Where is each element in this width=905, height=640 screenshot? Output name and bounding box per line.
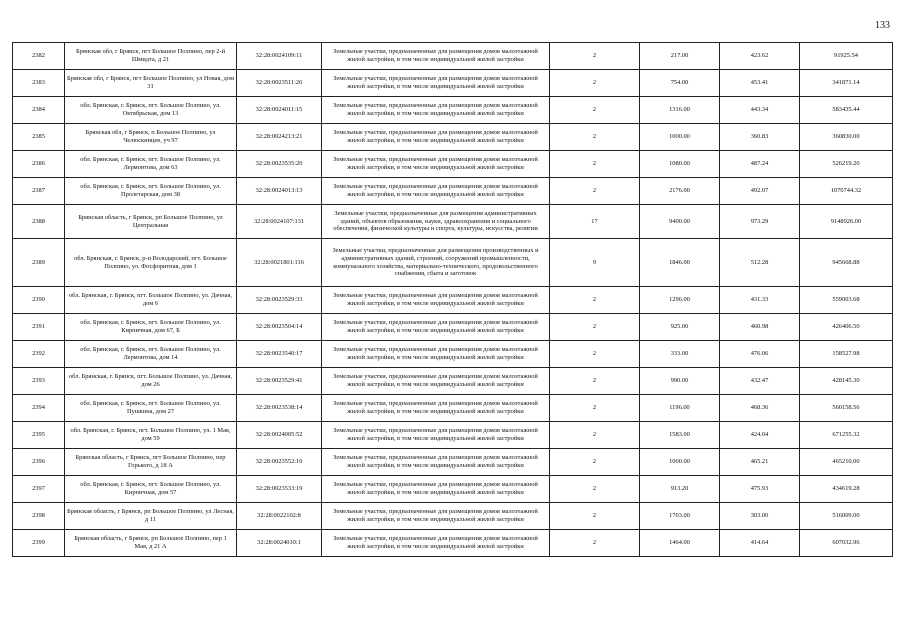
cadastral-number-cell: 32:28:0021801:116: [237, 239, 322, 287]
cadastral-value-cell: 360830.00: [800, 124, 893, 151]
area-cell: 1464.00: [640, 530, 720, 557]
land-use-cell: Земельные участки, предназначенные для размещения домов малоэтажной жилой застройки, в том числе индивидуальной жилой застройки: [322, 124, 550, 151]
cadastral-number-cell: 32:28:0023533:19: [237, 476, 322, 503]
group-code-cell: 2: [550, 70, 640, 97]
row-number: 2386: [13, 151, 65, 178]
cadastral-number-cell: 32:28:0023540:17: [237, 341, 322, 368]
cadastral-value-cell: 583435.44: [800, 97, 893, 124]
address-cell: Брянская обл, г Брянск, пгт Большое Полпино, ул Новая, дом 31: [65, 70, 237, 97]
cadastral-value-cell: 428145.30: [800, 368, 893, 395]
cadastral-number-cell: 32:28:0023535:20: [237, 151, 322, 178]
land-use-cell: Земельные участки, предназначенные для размещения домов малоэтажной жилой застройки, в том числе индивидуальной жилой застройки: [322, 151, 550, 178]
specific-value-cell: 431.33: [720, 287, 800, 314]
address-cell: Брянская обл, г Брянск, п Большое Полпино, ул Челюскинцев, уч 97: [65, 124, 237, 151]
table-row: [13, 287, 893, 314]
specific-value-cell: 512.28: [720, 239, 800, 287]
address-cell: обл. Брянская, г. Брянск, пгт. Большое Полпино, ул. Дачная, дом 6: [65, 287, 237, 314]
area-cell: 2176.00: [640, 178, 720, 205]
address-cell: обл. Брянская, г. Брянск, пгт. Большое Полпино, ул. Лермонтова, дом 14: [65, 341, 237, 368]
group-code-cell: 2: [550, 178, 640, 205]
area-cell: 217.00: [640, 43, 720, 70]
land-use-cell: Земельные участки, предназначенные для размещения домов малоэтажной жилой застройки, в том числе индивидуальной жилой застройки: [322, 287, 550, 314]
area-cell: 1583.00: [640, 422, 720, 449]
group-code-cell: 2: [550, 503, 640, 530]
cadastral-value-cell: 671255.32: [800, 422, 893, 449]
land-use-cell: Земельные участки, предназначенные для размещения административных зданий, объектов образования, науки, здравоохранения и социального обеспечения, физической культуры и спорта, культуры, искусства, религии: [322, 205, 550, 239]
cadastral-value-cell: 91925.54: [800, 43, 893, 70]
land-use-cell: Земельные участки, предназначенные для размещения домов малоэтажной жилой застройки, в том числе индивидуальной жилой застройки: [322, 395, 550, 422]
row-number: 2394: [13, 395, 65, 422]
specific-value-cell: 424.04: [720, 422, 800, 449]
area-cell: 1316.00: [640, 97, 720, 124]
address-cell: обл. Брянская, г. Брянск, пгт. Большое Полпино, ул. Пролетарская, дом 38: [65, 178, 237, 205]
area-cell: 754.00: [640, 70, 720, 97]
group-code-cell: 9: [550, 239, 640, 287]
land-registry-table: [12, 42, 893, 557]
land-use-cell: Земельные участки, предназначенные для размещения домов малоэтажной жилой застройки, в том числе индивидуальной жилой застройки: [322, 97, 550, 124]
cadastral-value-cell: 341871.14: [800, 70, 893, 97]
group-code-cell: 2: [550, 124, 640, 151]
cadastral-number-cell: 32:28:0024013:13: [237, 178, 322, 205]
cadastral-value-cell: 426406.50: [800, 314, 893, 341]
row-number: 2396: [13, 449, 65, 476]
specific-value-cell: 423.62: [720, 43, 800, 70]
row-number: 2387: [13, 178, 65, 205]
row-number: 2391: [13, 314, 65, 341]
row-number: 2385: [13, 124, 65, 151]
row-number: 2388: [13, 205, 65, 239]
cadastral-value-cell: 9148926.00: [800, 205, 893, 239]
address-cell: обл. Брянская, г. Брянск, р-н Володарский, пгт. Большое Полпино, ул. Фосфоритная, дом 1: [65, 239, 237, 287]
row-number: 2390: [13, 287, 65, 314]
area-cell: 1000.00: [640, 449, 720, 476]
cadastral-number-cell: 32:28:0024107:131: [237, 205, 322, 239]
table-row: [13, 449, 893, 476]
area-cell: 1080.00: [640, 151, 720, 178]
cadastral-value-cell: 607032.96: [800, 530, 893, 557]
group-code-cell: 17: [550, 205, 640, 239]
cadastral-value-cell: 516009.00: [800, 503, 893, 530]
land-use-cell: Земельные участки, предназначенные для размещения домов малоэтажной жилой застройки, в том числе индивидуальной жилой застройки: [322, 476, 550, 503]
row-number: 2393: [13, 368, 65, 395]
row-number: 2389: [13, 239, 65, 287]
group-code-cell: 2: [550, 151, 640, 178]
area-cell: 1000.00: [640, 124, 720, 151]
address-cell: Брянская область, г Брянск, пгт Большое Полпино, пер Горького, д 18 А: [65, 449, 237, 476]
cadastral-number-cell: 32:28:0023511:26: [237, 70, 322, 97]
group-code-cell: 2: [550, 314, 640, 341]
group-code-cell: 2: [550, 287, 640, 314]
cadastral-number-cell: 32:28:0024109:11: [237, 43, 322, 70]
table-row: [13, 97, 893, 124]
cadastral-value-cell: 559003.68: [800, 287, 893, 314]
cadastral-value-cell: 434619.28: [800, 476, 893, 503]
land-use-cell: Земельные участки, предназначенные для размещения домов малоэтажной жилой застройки, в том числе индивидуальной жилой застройки: [322, 368, 550, 395]
cadastral-number-cell: 32:28:0024010:1: [237, 530, 322, 557]
specific-value-cell: 443.34: [720, 97, 800, 124]
table-row: [13, 151, 893, 178]
address-cell: Брянская область, г Брянск, рп Большое Полпино, ул Центральная: [65, 205, 237, 239]
row-number: 2382: [13, 43, 65, 70]
row-number: 2395: [13, 422, 65, 449]
specific-value-cell: 465.21: [720, 449, 800, 476]
table-row: [13, 503, 893, 530]
cadastral-value-cell: 158527.98: [800, 341, 893, 368]
cadastral-number-cell: 32:28:0023504:14: [237, 314, 322, 341]
group-code-cell: 2: [550, 449, 640, 476]
cadastral-number-cell: 32:28:0023529:33: [237, 287, 322, 314]
address-cell: Брянская область, г Брянск, рп Большое Полпино, пер 1 Мая, д 21 А: [65, 530, 237, 557]
cadastral-number-cell: 32:28:0023552:10: [237, 449, 322, 476]
table-row: [13, 395, 893, 422]
address-cell: обл. Брянская, г. Брянск, пгт. Большое Полпино, ул. 1 Мая, дом 59: [65, 422, 237, 449]
table-row: [13, 422, 893, 449]
address-cell: обл. Брянская, г. Брянск, пгт. Большое Полпино, ул. Октябрьская, дом 13: [65, 97, 237, 124]
land-use-cell: Земельные участки, предназначенные для размещения домов малоэтажной жилой застройки, в том числе индивидуальной жилой застройки: [322, 530, 550, 557]
land-use-cell: Земельные участки, предназначенные для размещения домов малоэтажной жилой застройки, в том числе индивидуальной жилой застройки: [322, 178, 550, 205]
row-number: 2397: [13, 476, 65, 503]
specific-value-cell: 360.83: [720, 124, 800, 151]
area-cell: 913.20: [640, 476, 720, 503]
address-cell: обл. Брянская, г. Брянск, пгт. Большое Полпино, ул. Лермонтова, дом 63: [65, 151, 237, 178]
group-code-cell: 2: [550, 368, 640, 395]
area-cell: 9400.00: [640, 205, 720, 239]
cadastral-value-cell: 526219.20: [800, 151, 893, 178]
table-row: [13, 178, 893, 205]
table-row: [13, 314, 893, 341]
table-row: [13, 341, 893, 368]
group-code-cell: 2: [550, 395, 640, 422]
table-row: [13, 476, 893, 503]
page-number: 133: [875, 20, 890, 31]
cadastral-value-cell: 560158.56: [800, 395, 893, 422]
group-code-cell: 2: [550, 530, 640, 557]
specific-value-cell: 453.41: [720, 70, 800, 97]
cadastral-number-cell: 32:28:0023529:41: [237, 368, 322, 395]
group-code-cell: 2: [550, 341, 640, 368]
specific-value-cell: 468.36: [720, 395, 800, 422]
specific-value-cell: 303.00: [720, 503, 800, 530]
cadastral-number-cell: 32:28:0024011:15: [237, 97, 322, 124]
group-code-cell: 2: [550, 476, 640, 503]
land-use-cell: Земельные участки, предназначенные для размещения домов малоэтажной жилой застройки, в том числе индивидуальной жилой застройки: [322, 422, 550, 449]
cadastral-value-cell: 1070744.32: [800, 178, 893, 205]
group-code-cell: 2: [550, 97, 640, 124]
group-code-cell: 2: [550, 43, 640, 70]
specific-value-cell: 414.64: [720, 530, 800, 557]
specific-value-cell: 492.07: [720, 178, 800, 205]
cadastral-number-cell: 32:28:0023538:14: [237, 395, 322, 422]
land-use-cell: Земельные участки, предназначенные для размещения домов малоэтажной жилой застройки, в том числе индивидуальной жилой застройки: [322, 43, 550, 70]
address-cell: обл. Брянская, г. Брянск, пгт. Большое Полпино, ул. Кирпичная, дом 57: [65, 476, 237, 503]
table-row: [13, 205, 893, 239]
table-row: [13, 124, 893, 151]
address-cell: обл. Брянская, г. Брянск, пгт. Большое Полпино, ул. Пушкина, дом 27: [65, 395, 237, 422]
land-use-cell: Земельные участки, предназначенные для размещения производственных и административных зданий, строений, сооружений промышленности, коммунального хозяйства, материально-технического, продовольственного снабжения, сбыта и заготовок: [322, 239, 550, 287]
area-cell: 1296.00: [640, 287, 720, 314]
cadastral-number-cell: 32:28:0022102:8: [237, 503, 322, 530]
table-row: [13, 530, 893, 557]
land-use-cell: Земельные участки, предназначенные для размещения домов малоэтажной жилой застройки, в том числе индивидуальной жилой застройки: [322, 314, 550, 341]
row-number: 2399: [13, 530, 65, 557]
land-use-cell: Земельные участки, предназначенные для размещения домов малоэтажной жилой застройки, в том числе индивидуальной жилой застройки: [322, 503, 550, 530]
cadastral-number-cell: 32:28:0024005:52: [237, 422, 322, 449]
table-row: [13, 239, 893, 287]
specific-value-cell: 487.24: [720, 151, 800, 178]
specific-value-cell: 973.29: [720, 205, 800, 239]
group-code-cell: 2: [550, 422, 640, 449]
area-cell: 1846.00: [640, 239, 720, 287]
cadastral-number-cell: 32:28:0024213:21: [237, 124, 322, 151]
cadastral-value-cell: 945668.88: [800, 239, 893, 287]
address-cell: Брянская область, г Брянск, рп Большое Полпино, ул Лесная, д 11: [65, 503, 237, 530]
table-row: [13, 43, 893, 70]
row-number: 2384: [13, 97, 65, 124]
area-cell: 1703.00: [640, 503, 720, 530]
cadastral-value-cell: 465210.00: [800, 449, 893, 476]
address-cell: обл. Брянская, г. Брянск, пгт. Большое Полпино, ул. Дачная, дом 26: [65, 368, 237, 395]
address-cell: Брянская обл, г Брянск, пгт Большое Полпино, пер 2-й Шмидта, д 21: [65, 43, 237, 70]
row-number: 2392: [13, 341, 65, 368]
address-cell: обл. Брянская, г. Брянск, пгт. Большое Полпино, ул. Кирпичная, дом 67, Б: [65, 314, 237, 341]
specific-value-cell: 432.47: [720, 368, 800, 395]
table-row: [13, 70, 893, 97]
table-body: [13, 43, 893, 557]
specific-value-cell: 475.93: [720, 476, 800, 503]
row-number: 2383: [13, 70, 65, 97]
land-use-cell: Земельные участки, предназначенные для размещения домов малоэтажной жилой застройки, в том числе индивидуальной жилой застройки: [322, 70, 550, 97]
specific-value-cell: 476.06: [720, 341, 800, 368]
area-cell: 925.00: [640, 314, 720, 341]
land-use-cell: Земельные участки, предназначенные для размещения домов малоэтажной жилой застройки, в том числе индивидуальной жилой застройки: [322, 449, 550, 476]
area-cell: 333.00: [640, 341, 720, 368]
table-row: [13, 368, 893, 395]
land-use-cell: Земельные участки, предназначенные для размещения домов малоэтажной жилой застройки, в том числе индивидуальной жилой застройки: [322, 341, 550, 368]
row-number: 2398: [13, 503, 65, 530]
specific-value-cell: 460.98: [720, 314, 800, 341]
area-cell: 1196.00: [640, 395, 720, 422]
area-cell: 990.00: [640, 368, 720, 395]
